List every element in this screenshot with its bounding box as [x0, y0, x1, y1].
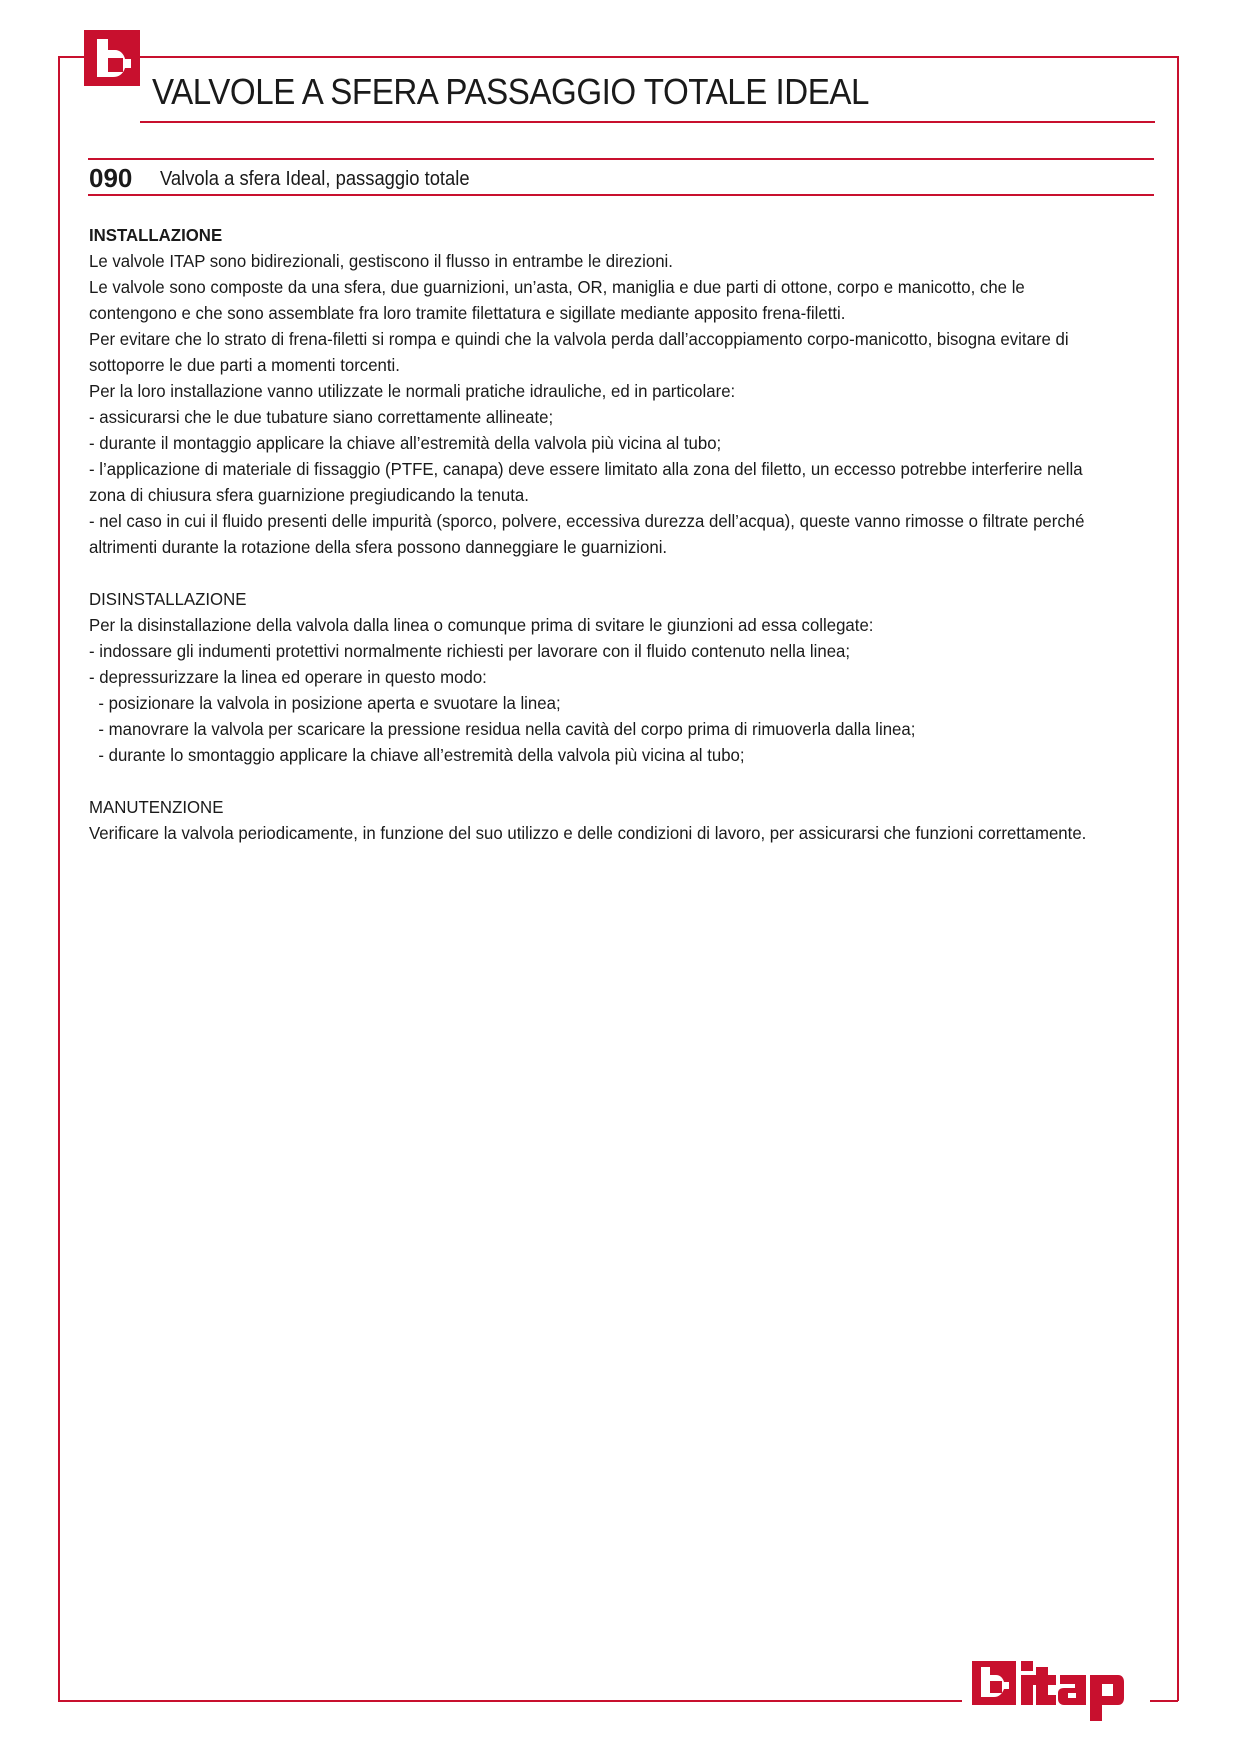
- title-underline: [140, 121, 1155, 123]
- product-code: 090: [89, 163, 133, 193]
- paragraph: Per evitare che lo strato di frena-filetti si rompa e quindi che la valvola perda dall’accoppiamento corpo-manicotto, bisogna evitare di sottoporre le due parti a momenti torcenti.: [89, 329, 1074, 375]
- document-body: [89, 222, 1107, 872]
- sub-list-item: - posizionare la valvola in posizione aperta e svuotare la linea;: [89, 693, 561, 713]
- section-heading: MANUTENZIONE: [89, 797, 224, 817]
- paragraph: Le valvole ITAP sono bidirezionali, gestiscono il flusso in entrambe le direzioni.: [89, 251, 673, 271]
- paragraph: Per la disinstallazione della valvola dalla linea o comunque prima di svitare le giunzioni ad essa collegate:: [89, 615, 874, 635]
- list-item: - nel caso in cui il fluido presenti delle impurità (sporco, polvere, eccessiva durezza dell’acqua), queste vanno rimosse o filtrate perché altrimenti durante la rotazione della sfera possono danneggiare le guarnizioni.: [89, 511, 1090, 557]
- page-title: VALVOLE A SFERA PASSAGGIO TOTALE IDEAL: [152, 71, 869, 112]
- list-item: - assicurarsi che le due tubature siano correttamente allineate;: [89, 407, 554, 427]
- product-description: Valvola a sfera Ideal, passaggio totale: [160, 168, 470, 190]
- product-bar-bottom-line: [88, 194, 1154, 196]
- frame-left-line: [58, 56, 60, 1701]
- section-heading: INSTALLAZIONE: [89, 225, 223, 245]
- frame-top-line: [140, 56, 1178, 58]
- section-installazione: [89, 222, 1107, 560]
- sub-list-item: - manovrare la valvola per scaricare la pressione residua nella cavità del corpo prima di rimuoverla dalla linea;: [89, 719, 916, 739]
- frame-bottom-left-line: [58, 1700, 962, 1702]
- list-item: - depressurizzare la linea ed operare in questo modo:: [89, 667, 487, 687]
- list-item: - indossare gli indumenti protettivi normalmente richiesti per lavorare con il fluido contenuto nella linea;: [89, 641, 851, 661]
- sub-list-item: - durante lo smontaggio applicare la chiave all’estremità della valvola più vicina al tubo;: [89, 745, 745, 765]
- list-item: - l’applicazione di materiale di fissaggio (PTFE, canapa) deve essere limitato alla zona del filetto, un eccesso potrebbe interferire nella zona di chiusura sfera guarnizione pregiudicando la tenuta.: [89, 459, 1088, 505]
- section-manutenzione: [89, 794, 1107, 846]
- section-disinstallazione: [89, 586, 1107, 768]
- paragraph: Per la loro installazione vanno utilizzate le normali pratiche idrauliche, ed in particolare:: [89, 381, 736, 401]
- frame-right-line: [1177, 56, 1179, 1701]
- frame-bottom-right-line: [1150, 1700, 1178, 1702]
- paragraph: Le valvole sono composte da una sfera, due guarnizioni, un’asta, OR, maniglia e due parti di ottone, corpo e manicotto, che le contengono e che sono assemblate fra loro tramite filettatura e sigillate mediante apposito frena-filetti.: [89, 277, 1030, 323]
- itap-logo: [972, 1657, 1144, 1734]
- section-heading: DISINSTALLAZIONE: [89, 589, 247, 609]
- frame-top-left-tick: [58, 56, 84, 58]
- product-bar-top-line: [88, 158, 1154, 160]
- list-item: - durante il montaggio applicare la chiave all’estremità della valvola più vicina al tubo;: [89, 433, 722, 453]
- paragraph: Verificare la valvola periodicamente, in funzione del suo utilizzo e delle condizioni di lavoro, per assicurarsi che funzioni correttamente.: [89, 823, 1087, 843]
- itap-symbol-icon: [84, 30, 140, 86]
